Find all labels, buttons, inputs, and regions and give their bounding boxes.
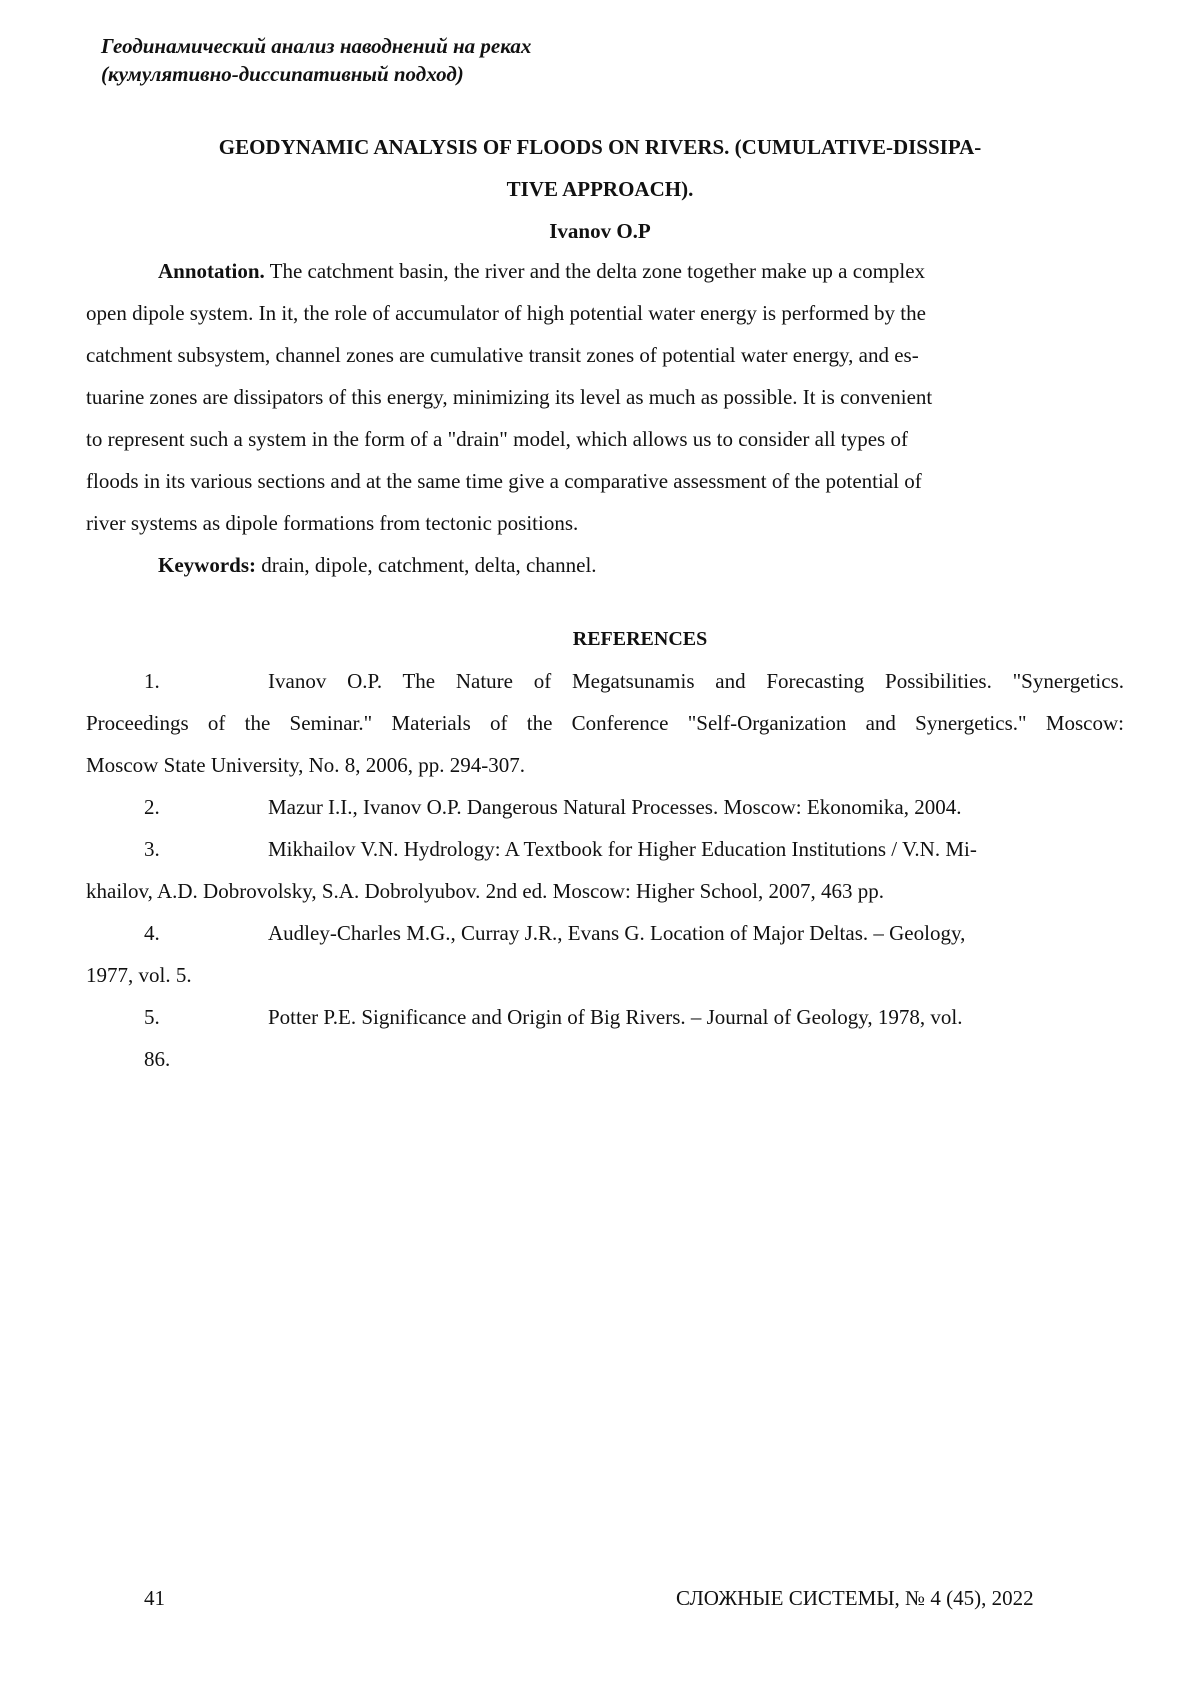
abstract [86, 250, 1126, 586]
reference-4-cont-1: 1977, vol. 5. [86, 963, 192, 987]
running-head-line-1: Геодинамический анализ наводнений на реках [101, 34, 532, 58]
annotation-line-3: catchment subsystem, channel zones are cumulative transit zones of potential water energy, and es- [86, 343, 919, 367]
reference-number: 5. [144, 1005, 160, 1029]
paper-title [80, 126, 1120, 210]
reference-5-cont-1: 86. [144, 1047, 171, 1071]
keywords-text: drain, dipole, catchment, delta, channel. [261, 553, 597, 577]
annotation-line-7: river systems as dipole formations from tectonic positions. [86, 511, 579, 535]
annotation-line-5: to represent such a system in the form of a "drain" model, which allows us to consider all types of [86, 427, 908, 451]
author: Ivanov O.P [549, 219, 651, 243]
page-number: 41 [144, 1586, 165, 1610]
annotation-line-2: open dipole system. In it, the role of accumulator of high potential water energy is performed by the [86, 301, 926, 325]
reference-number: 1. [144, 669, 160, 693]
reference-1-cont-1: Proceedings of the Seminar." Materials of the Conference "Self-Organization and Synergetics." Moscow: [86, 711, 1124, 735]
reference-number: 4. [144, 921, 160, 945]
reference-4: 4. Audley-Charles M.G., Curray J.R., Evans G. Location of Major Deltas. – Geology, [86, 912, 1126, 954]
reference-3: 3. Mikhailov V.N. Hydrology: A Textbook for Higher Education Institutions / V.N. Mi- [86, 828, 1126, 870]
references-heading: REFERENCES [572, 628, 708, 650]
reference-3-cont-1: khailov, A.D. Dobrovolsky, S.A. Dobrolyubov. 2nd ed. Moscow: Higher School, 2007, 463 pp. [86, 879, 884, 903]
journal-footer: СЛОЖНЫЕ СИСТЕМЫ, № 4 (45), 2022 [676, 1586, 1034, 1610]
annotation-label: Annotation. [158, 259, 265, 283]
references-list [86, 660, 1126, 1080]
paper-title-line-1: GEODYNAMIC ANALYSIS OF FLOODS ON RIVERS. (CUMULATIVE-DISSIPA- [218, 135, 982, 159]
paper-title-line-2: TIVE APPROACH). [506, 177, 694, 201]
keywords-label: Keywords: [158, 553, 256, 577]
running-head-line-2: (кумулятивно-диссипативный подход) [101, 62, 464, 86]
annotation-line-6: floods in its various sections and at the same time give a comparative assessment of the potential of [86, 469, 922, 493]
reference-number: 3. [144, 837, 160, 861]
reference-5: 5. Potter P.E. Significance and Origin of Big Rivers. – Journal of Geology, 1978, vol. [86, 996, 1126, 1038]
reference-1-cont-2: Moscow State University, No. 8, 2006, pp. 294-307. [86, 753, 526, 777]
reference-2: 2. Mazur I.I., Ivanov O.P. Dangerous Natural Processes. Moscow: Ekonomika, 2004. [86, 786, 1126, 828]
annotation-line-4: tuarine zones are dissipators of this energy, minimizing its level as much as possible. It is convenient [86, 385, 933, 409]
keywords [86, 544, 1126, 586]
reference-number: 2. [144, 795, 160, 819]
annotation-line-1: Annotation. The catchment basin, the river and the delta zone together make up a complex [158, 259, 926, 283]
reference-1: 1. Ivanov O.P. The Nature of Megatsunamis and Forecasting Possibilities. "Synergetics. [86, 660, 1124, 702]
running-head [101, 32, 531, 88]
